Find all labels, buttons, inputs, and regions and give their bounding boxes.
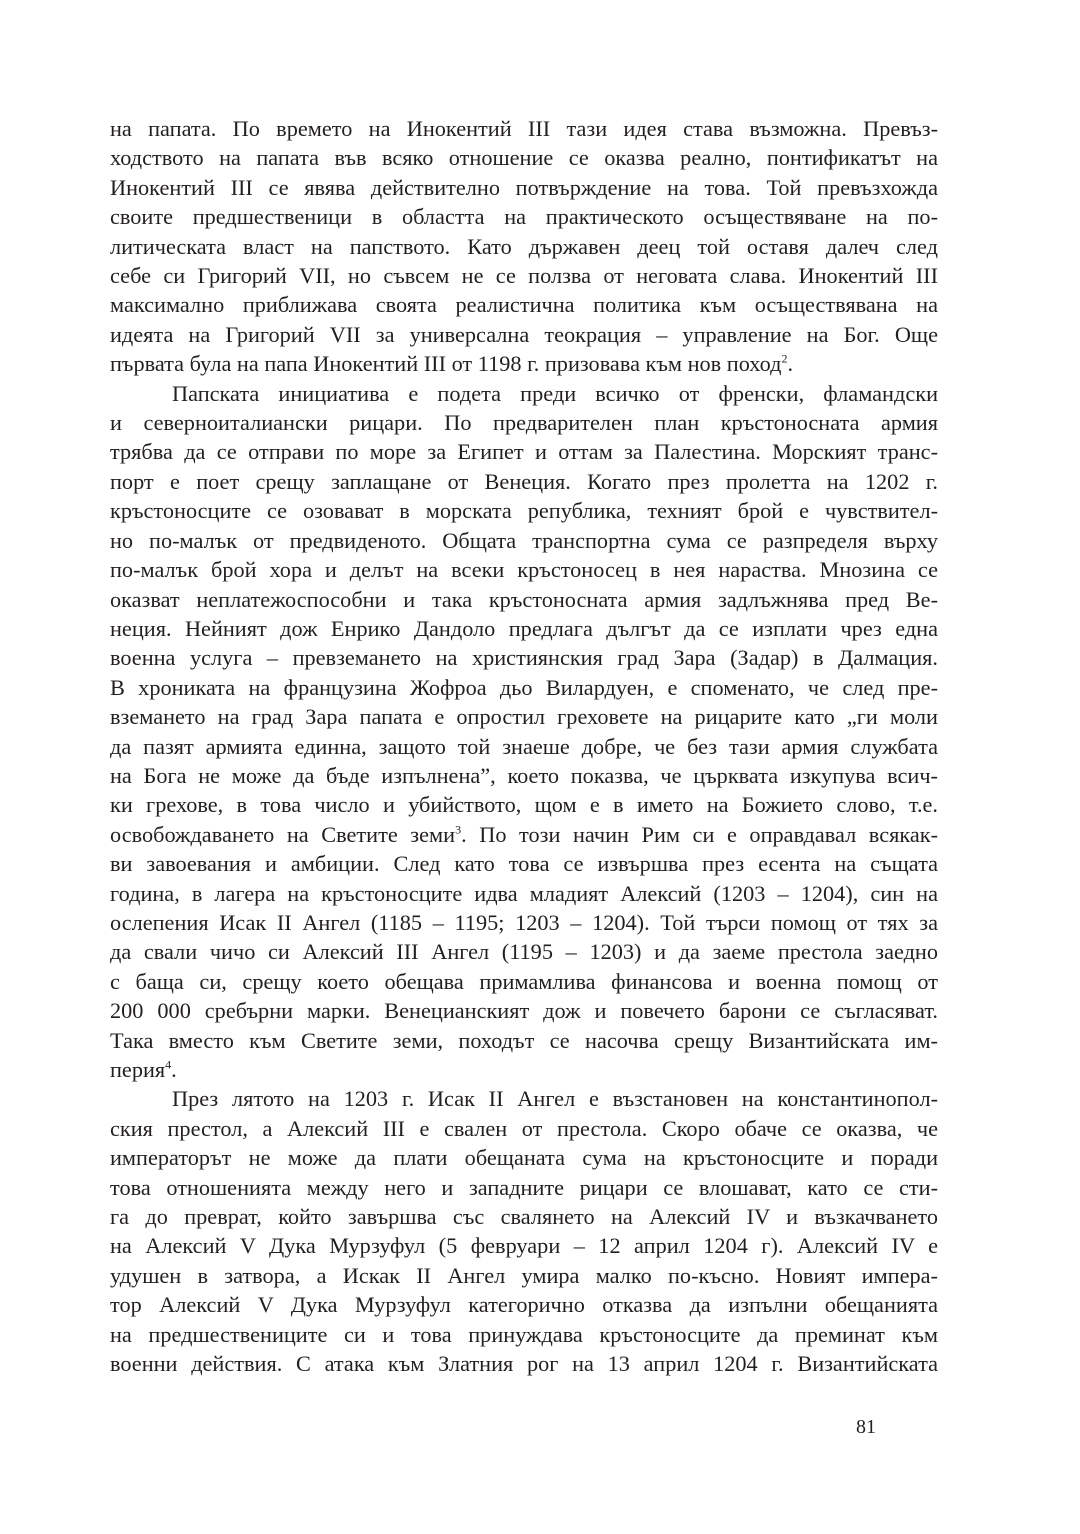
text-line: В хрониката на французина Жофроа дьо Вилардуен, е споменато, че след пре- <box>110 674 938 700</box>
text-line: Инокентий III се явява действително потвърждение на това. Той превъзхожда <box>110 174 938 200</box>
text-line: Така вместо към Светите земи, походът се насочва срещу Византийската им- <box>110 1027 938 1053</box>
paragraph-1 <box>110 114 938 379</box>
text-fragment: . По този начин Рим си е оправдавал всякак- <box>461 821 939 847</box>
text-line: да свали чичо си Алексий III Ангел (1195 – 1203) и да заеме престола заедно <box>110 939 938 965</box>
text-line: себе си Григорий VII, но съвсем не се ползва от неговата слава. Инокентий III <box>110 263 938 289</box>
text-line <box>110 1055 938 1084</box>
text-line: година, в лагера на кръстоносците идва младият Алексий (1203 – 1204), син на <box>110 880 938 906</box>
text-fragment: перия <box>110 1057 166 1082</box>
text-line: военна услуга – превземането на християнския град Зара (Задар) в Далмация. <box>110 645 938 671</box>
text-line: удушен в затвора, а Искак II Ангел умира малко по-късно. Новият импера- <box>110 1262 938 1288</box>
text-line: своите предшественици в областта на практическото осъществяване на по- <box>110 204 938 230</box>
text-line: идеята на Григорий VII за универсална теокрация – управление на Бог. Още <box>110 321 938 347</box>
footnote-ref-3[interactable]: 3 <box>455 822 462 837</box>
text-line: га до преврат, който завършва със свалянето на Алексий IV и възкачването <box>110 1204 938 1230</box>
text-line: на Бога не може да бъде изпълнена”, което показва, че църквата изкупува всич- <box>110 762 938 788</box>
text-line: на папата. По времето на Инокентий III тази идея става възможна. Превъз- <box>110 116 938 141</box>
text-line: ослепения Исак II Ангел (1185 – 1195; 1203 – 1204). Той търси помощ от тях за <box>110 909 938 935</box>
text-line: трябва да се отправи по море за Египет и оттам за Палестина. Морският транс- <box>110 439 938 465</box>
text-line: по-малък брой хора и делът на всеки кръстоносец в нея нараства. Мнозина се <box>110 557 938 583</box>
text-fragment: освобождаването на Светите земи <box>110 821 456 847</box>
text-line <box>110 820 938 849</box>
text-line: порт е поет срещу заплащане от Венеция. Когато през пролетта на 1202 г. <box>110 468 938 494</box>
text-line: През лятото на 1203 г. Исак II Ангел е възстановен на константинопол- <box>172 1086 938 1112</box>
text-line: Папската инициатива е подета преди всичко от френски, фламандски <box>172 380 938 406</box>
text-line: на Алексий V Дука Мурзуфул (5 февруари – 12 април 1204 г). Алексий IV е <box>110 1233 938 1259</box>
text-line: ходството на папата във всяко отношение се оказва реално, понтификатът на <box>110 145 938 171</box>
page-number: 81 <box>856 1416 876 1438</box>
text-line: неция. Нейният дож Енрико Дандоло предлага дългът да се изплати чрез една <box>110 615 938 641</box>
page-body <box>110 114 938 1378</box>
text-line: вземането на град Зара папата е опростил греховете на рицарите като „ги моли <box>110 704 938 730</box>
text-line: оказват неплатежоспособни и така кръстоносната армия задлъжнява пред Ве- <box>110 586 938 612</box>
text-fragment: първата була на папа Инокентий III от 1198 г. призовава към нов поход <box>110 351 782 377</box>
text-line: кръстоносците се озовават в морската република, техният брой е чувствител- <box>110 498 938 524</box>
text-line: военни действия. С атака към Златния рог на 13 април 1204 г. Византийската <box>110 1351 938 1377</box>
text-line: това отношенията между него и западните рицари се влошават, като се сти- <box>110 1174 938 1200</box>
text-line: и северноиталиански рицари. По предварителен план кръстоносната армия <box>110 410 938 436</box>
text-line: тор Алексий V Дука Мурзуфул категорично отказва да изпълни обещанията <box>110 1292 938 1318</box>
footnote-ref-2[interactable]: 2 <box>781 351 788 366</box>
text-line: на предшествениците си и това принуждава кръстоносците да преминат към <box>110 1321 938 1347</box>
text-line: императорът не може да плати обещаната сума на кръстоносците и поради <box>110 1145 938 1171</box>
text-line: ки грехове, в това число и убийството, щом е в името на Божието слово, т.е. <box>110 792 938 818</box>
text-line: ви завоевания и амбиции. След като това се извършва през есента на същата <box>110 851 938 877</box>
text-line: но по-малък от предвиденото. Общата транспортна сума се разпределя върху <box>110 527 938 553</box>
text-line: да пазят армията единна, защото той знаеше добре, че без тази армия службата <box>110 733 938 759</box>
text-fragment: . <box>787 351 794 377</box>
footnote-ref-4[interactable]: 4 <box>165 1057 172 1072</box>
text-line: литическата власт на папството. Като държавен деец той оставя далеч след <box>110 233 938 259</box>
paragraph-2 <box>110 379 938 1085</box>
text-line: максимално приближава своята реалистична политика към осъществявана на <box>110 292 938 318</box>
text-fragment: . <box>171 1057 177 1082</box>
text-line: ския престол, а Алексий III е свален от престола. Скоро обаче се оказва, че <box>110 1115 938 1141</box>
text-line: 200 000 сребърни марки. Венецианският дож и повечето барони се съгласяват. <box>110 998 938 1024</box>
text-line: с баща си, срещу което обещава примамлива финансова и военна помощ от <box>110 968 938 994</box>
paragraph-3 <box>110 1084 938 1378</box>
text-line <box>110 349 938 378</box>
